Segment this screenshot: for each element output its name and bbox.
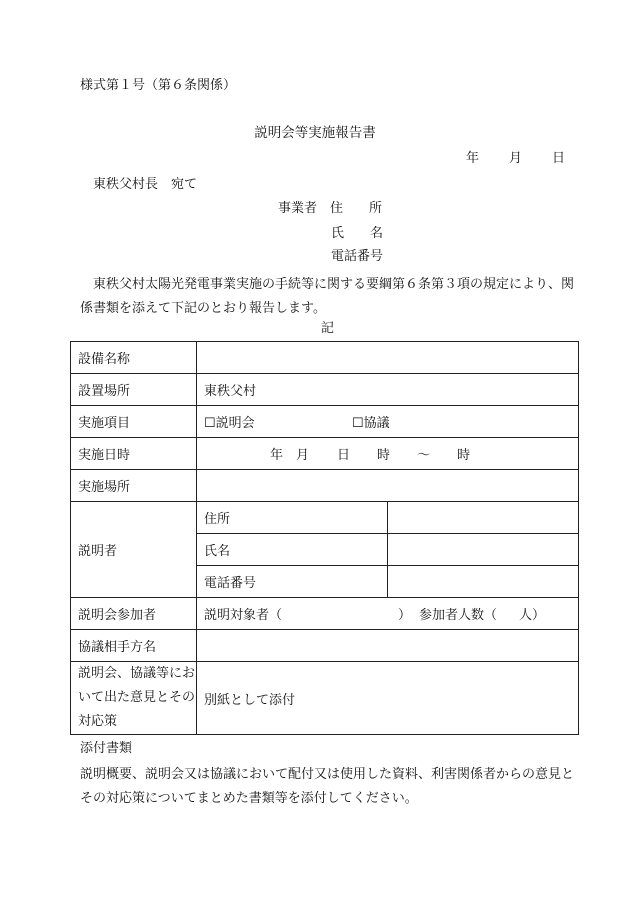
report-table bbox=[70, 341, 579, 735]
explainer-address-label: 住所 bbox=[197, 502, 388, 534]
option-briefing-checkbox[interactable]: ☐説明会 bbox=[204, 416, 255, 431]
opinions-label: 説明会、協議等において出た意見とその対応策 bbox=[71, 662, 197, 735]
participants-value[interactable] bbox=[197, 598, 579, 630]
datetime-label: 実施日時 bbox=[71, 438, 197, 470]
table-row bbox=[71, 630, 579, 662]
explainer-phone-field[interactable] bbox=[388, 566, 579, 598]
ki-marker: 記 bbox=[320, 321, 334, 336]
participants-close: ） bbox=[398, 608, 412, 623]
datetime-value[interactable] bbox=[197, 438, 579, 470]
dt-hour: 時 bbox=[377, 448, 391, 463]
participants-label: 説明会参加者 bbox=[71, 598, 197, 630]
date-month: 月 bbox=[509, 151, 523, 166]
attachments-text: 説明概要、説明会又は協議において配付又は使用した資料、利害関係者からの意見とその対応策についてまとめた書類等を添付してください。 bbox=[80, 767, 575, 806]
participants-count: 参加者人数（ bbox=[419, 608, 498, 623]
counterpart-field[interactable] bbox=[197, 630, 579, 662]
table-row bbox=[71, 470, 579, 502]
counterpart-label: 協議相手方名 bbox=[71, 630, 197, 662]
date-line bbox=[466, 152, 565, 165]
dt-year: 年 bbox=[270, 448, 284, 463]
dt-day: 日 bbox=[337, 448, 351, 463]
document-title: 説明会等実施報告書 bbox=[254, 125, 376, 141]
table-row bbox=[71, 662, 579, 735]
option-consultation-checkbox[interactable]: ☐協議 bbox=[352, 416, 390, 431]
body-text: 東秩父村太陽光発電事業実施の手続等に関する要綱第６条第３項の規定により、関係書類を添えて下記のとおり報告します。 bbox=[80, 277, 575, 316]
form-number: 様式第１号（第６条関係） bbox=[80, 78, 237, 93]
explainer-name-label: 氏名 bbox=[197, 534, 388, 566]
participants-target: 説明対象者（ bbox=[204, 608, 283, 623]
explainer-label: 説明者 bbox=[71, 502, 197, 598]
applicant-phone-label: 電話番号 bbox=[331, 249, 384, 264]
location-label: 設置場所 bbox=[71, 374, 197, 406]
table-row bbox=[71, 406, 579, 438]
applicant-address-label: 事業者 住 所 bbox=[278, 201, 383, 216]
date-year: 年 bbox=[466, 151, 480, 166]
opinions-value: 別紙として添付 bbox=[197, 662, 579, 735]
table-row bbox=[71, 502, 579, 534]
dt-tilde: ～ bbox=[417, 448, 431, 463]
venue-field[interactable] bbox=[197, 470, 579, 502]
venue-label: 実施場所 bbox=[71, 470, 197, 502]
dt-month: 月 bbox=[296, 448, 310, 463]
date-day: 日 bbox=[552, 151, 566, 166]
dt-hour2: 時 bbox=[457, 448, 471, 463]
table-row bbox=[71, 438, 579, 470]
table-row bbox=[71, 342, 579, 374]
location-value: 東秩父村 bbox=[197, 374, 579, 406]
explainer-phone-label: 電話番号 bbox=[197, 566, 388, 598]
attachments-heading: 添付書類 bbox=[80, 741, 133, 756]
applicant-name-label: 氏 名 bbox=[331, 226, 384, 241]
table-row bbox=[71, 598, 579, 630]
item-options bbox=[197, 406, 579, 438]
participants-unit: 人） bbox=[519, 608, 546, 623]
facility-name-label: 設備名称 bbox=[71, 342, 197, 374]
table-row bbox=[71, 374, 579, 406]
explainer-name-field[interactable] bbox=[388, 534, 579, 566]
facility-name-field[interactable] bbox=[197, 342, 579, 374]
addressee: 東秩父村長 宛て bbox=[93, 177, 198, 192]
explainer-address-field[interactable] bbox=[388, 502, 579, 534]
item-label: 実施項目 bbox=[71, 406, 197, 438]
